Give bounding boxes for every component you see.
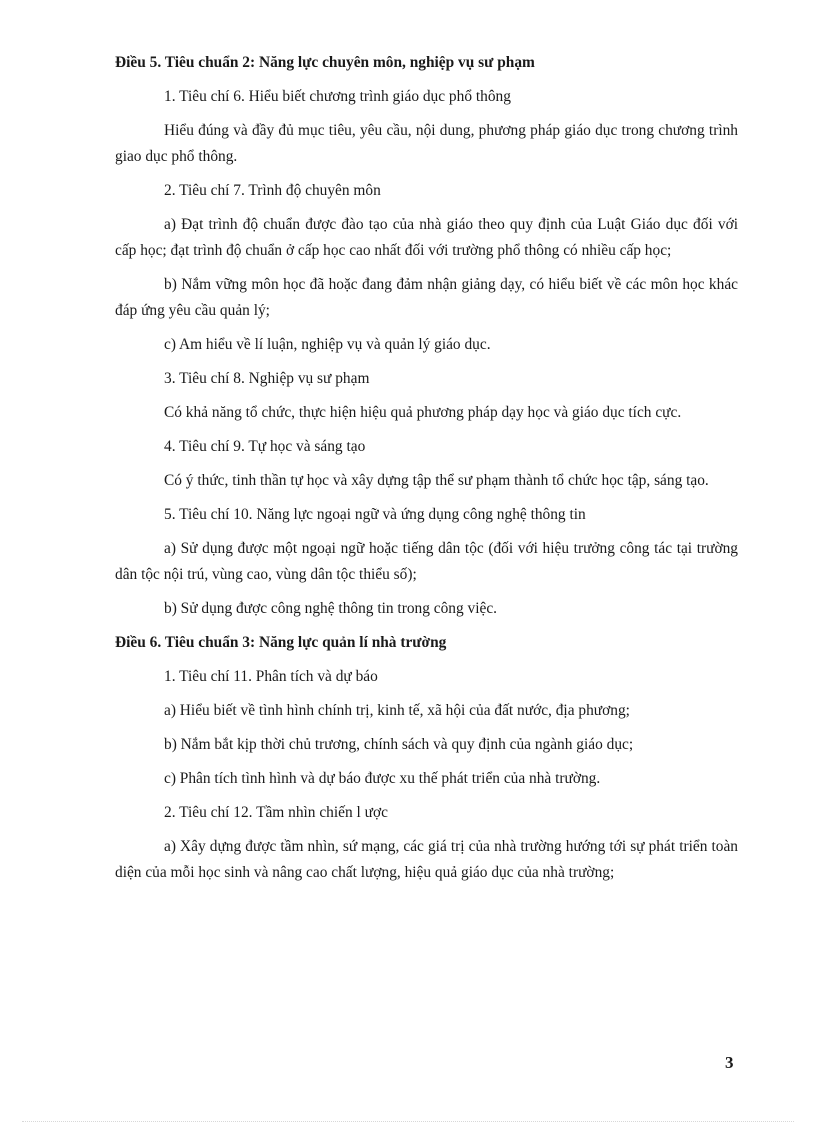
criterion-11-item-a: a) Hiểu biết về tình hình chính trị, kinh tế, xã hội của đất nước, địa phương; [164, 702, 630, 719]
criterion-11-title: 1. Tiêu chí 11. Phân tích và dự báo [164, 668, 378, 685]
criterion-11-item-b: b) Nắm bắt kịp thời chủ trương, chính sách và quy định của ngành giáo dục; [164, 736, 634, 753]
criterion-7-item-c: c) Am hiểu về lí luận, nghiệp vụ và quản lý giáo dục. [164, 336, 491, 353]
criterion-9-body: Có ý thức, tinh thần tự học và xây dựng tập thể sư phạm thành tổ chức học tập, sáng tạo. [164, 472, 709, 489]
criterion-8-title: 3. Tiêu chí 8. Nghiệp vụ sư phạm [164, 370, 370, 387]
page-bottom-divider [22, 1121, 794, 1122]
criterion-7-item-a: a) Đạt trình độ chuẩn được đào tạo của nhà giáo theo quy định của Luật Giáo dục đối với cấp học; đạt trình độ chuẩn ở cấp học cao nhất đối với trường phổ thông có nhiều cấp học; [115, 216, 738, 259]
criterion-9-title: 4. Tiêu chí 9. Tự học và sáng tạo [164, 438, 366, 455]
criterion-8-body: Có khả năng tổ chức, thực hiện hiệu quả phương pháp dạy học và giáo dục tích cực. [164, 404, 682, 421]
page-body [115, 50, 738, 894]
criterion-6-body: Hiểu đúng và đầy đủ mục tiêu, yêu cầu, nội dung, phương pháp giáo dục trong chương trình giao dục phổ thông. [115, 122, 738, 165]
criterion-6-title: 1. Tiêu chí 6. Hiểu biết chương trình giáo dục phổ thông [164, 88, 511, 105]
section-heading-dieu-6: Điều 6. Tiêu chuẩn 3: Năng lực quản lí nhà trường [115, 634, 447, 651]
criterion-7-item-b: b) Nắm vững môn học đã hoặc đang đảm nhận giảng dạy, có hiểu biết về các môn học khác đáp ứng yêu cầu quản lý; [115, 276, 738, 319]
section-heading-dieu-5: Điều 5. Tiêu chuẩn 2: Năng lực chuyên môn, nghiệp vụ sư phạm [115, 54, 535, 71]
criterion-11-item-c: c) Phân tích tình hình và dự báo được xu thế phát triển của nhà trường. [164, 770, 601, 787]
criterion-10-title: 5. Tiêu chí 10. Năng lực ngoại ngữ và ứng dụng công nghệ thông tin [164, 506, 586, 523]
criterion-12-item-a: a) Xây dựng được tầm nhìn, sứ mạng, các giá trị của nhà trường hướng tới sự phát triển toàn diện của mỗi học sinh và nâng cao chất lượng, hiệu quả giáo dục của nhà trường; [115, 838, 738, 881]
page-number: 3 [725, 1053, 734, 1072]
criterion-10-item-b: b) Sử dụng được công nghệ thông tin trong công việc. [164, 600, 498, 617]
criterion-10-item-a: a) Sử dụng được một ngoại ngữ hoặc tiếng dân tộc (đối với hiệu trưởng công tác tại trường dân tộc nội trú, vùng cao, vùng dân tộc thiểu số); [115, 540, 738, 583]
criterion-7-title: 2. Tiêu chí 7. Trình độ chuyên môn [164, 182, 381, 199]
criterion-12-title: 2. Tiêu chí 12. Tầm nhìn chiến l ược [164, 804, 388, 821]
